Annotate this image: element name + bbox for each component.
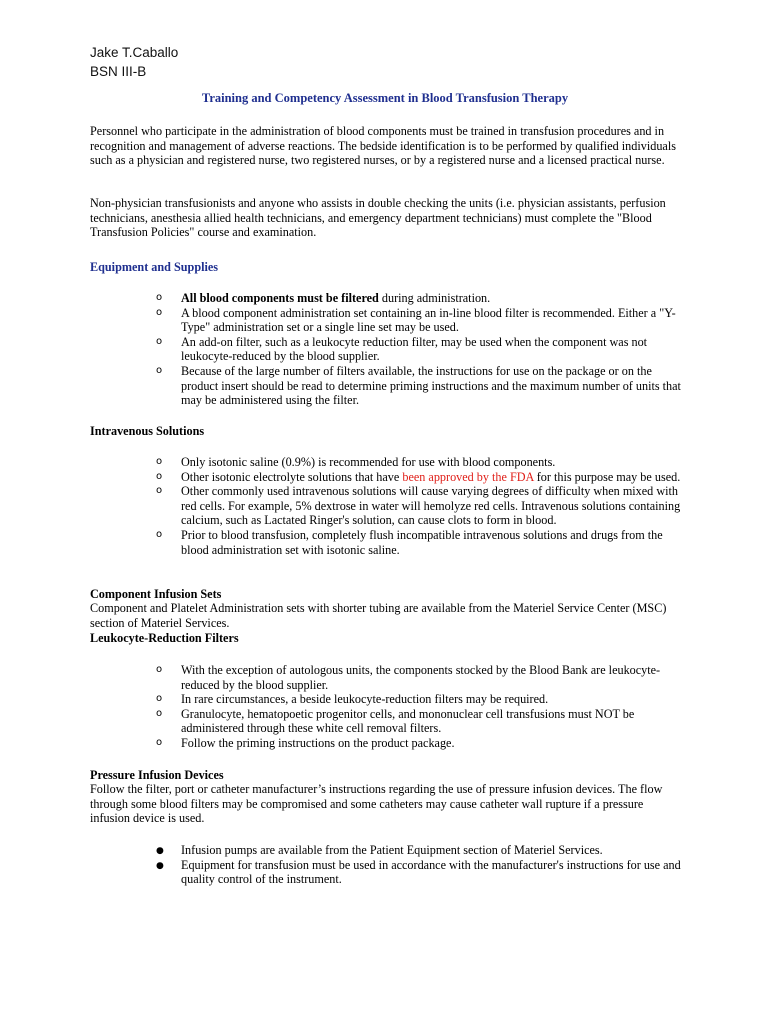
list-item-text: With the exception of autologous units, the components stocked by the Blood Bank are leukocyte-reduced by the blood supplier. <box>181 663 661 692</box>
list-item <box>156 335 686 364</box>
list-item-text: Equipment for transfusion must be used in accordance with the manufacturer's instructions for use and quality control of the instrument. <box>181 857 681 887</box>
component-sets-paragraph: Component and Platelet Administration sets with shorter tubing are available from the Materiel Service Center (MSC) section of Materiel Services. <box>90 601 667 630</box>
circle-bullet-icon: o <box>156 470 163 482</box>
circle-bullet-icon: o <box>156 364 163 376</box>
list-item-text: for this purpose may be used. <box>533 469 681 484</box>
list-item-text: Only isotonic saline (0.9%) is recommended for use with blood components. <box>181 455 556 469</box>
pressure-list <box>156 843 686 887</box>
equipment-heading: Equipment and Supplies <box>90 260 219 274</box>
list-item <box>156 707 686 736</box>
list-item <box>156 364 686 408</box>
class-section: BSN III-B <box>90 64 147 79</box>
circle-bullet-icon: o <box>156 707 163 719</box>
intro-paragraph-1: Personnel who participate in the administration of blood components must be trained in transfusion procedures and in recognition and management of adverse reactions. The bedside identification is to be performed by qualified individuals such as a physician and registered nurse, two registered nurses, or by a registered nurse and a licensed practical nurse. <box>90 124 676 168</box>
list-item-bold-text: All blood components must be filtered <box>181 291 379 305</box>
author-name: Jake T.Caballo <box>90 45 179 60</box>
list-item <box>156 455 686 470</box>
pressure-heading: Pressure Infusion Devices <box>90 768 224 782</box>
list-item-text: Other isotonic electrolyte solutions that have <box>181 469 403 484</box>
list-item <box>156 736 686 751</box>
circle-bullet-icon: o <box>156 456 163 467</box>
list-item-text: Follow the priming instructions on the product package. <box>181 735 455 750</box>
list-item <box>156 470 686 485</box>
leukocyte-heading: Leukocyte-Reduction Filters <box>90 631 239 645</box>
disc-bullet-icon: ● <box>156 846 164 856</box>
list-item-text: A blood component administration set containing an in-line blood filter is recommended. Either a "Y-Type" administration set or a single line set may be used. <box>181 305 676 335</box>
document-title: Training and Competency Assessment in Blood Transfusion Therapy <box>201 91 569 105</box>
list-item-text: An add-on filter, such as a leukocyte reduction filter, may be used when the component was not leukocyte-reduced by the blood supplier. <box>181 334 648 364</box>
list-item-text: Other commonly used intravenous solutions will cause varying degrees of difficulty when mixed with red cells. For example, 5% dextrose in water will hemolyze red cells. Intravenous solutions containing calcium, such as Lactated Ringer's solution, can cause clots to form in blood. <box>181 484 681 528</box>
list-item <box>156 306 686 335</box>
list-item-text: Prior to blood transfusion, completely flush incompatible intravenous solutions and drugs from the blood administration set with isotonic saline. <box>181 527 663 557</box>
list-item-text: Infusion pumps are available from the Patient Equipment section of Materiel Services. <box>181 843 603 857</box>
list-item <box>156 528 686 557</box>
circle-bullet-icon: o <box>156 736 163 748</box>
circle-bullet-icon: o <box>156 485 163 497</box>
circle-bullet-icon: o <box>156 335 163 347</box>
intravenous-list <box>156 455 686 557</box>
list-item <box>156 484 686 528</box>
fda-approval-link[interactable]: been approved by the FDA <box>402 469 534 484</box>
list-item <box>156 663 686 692</box>
circle-bullet-icon: o <box>156 292 163 303</box>
equipment-list <box>156 291 686 408</box>
list-item-text: In rare circumstances, a beside leukocyte-reduction filters may be required. <box>181 692 549 707</box>
list-item <box>156 858 686 887</box>
circle-bullet-icon: o <box>156 693 163 705</box>
intravenous-heading: Intravenous Solutions <box>90 424 205 438</box>
list-item-text: Granulocyte, hematopoetic progenitor cells, and mononuclear cell transfusions must NOT be administered through these white cell removal filters. <box>181 706 635 736</box>
list-item-text: Because of the large number of filters available, the instructions for use on the package or on the product insert should be read to determine priming instructions and the maximum number of units that may be administered using the filter. <box>181 363 681 408</box>
intro-paragraph-2: Non-physician transfusionists and anyone who assists in double checking the units (i.e. physician assistants, perfusion technicians, anesthesia allied health technicians, and emergency department technicians) must complete the "Blood Transfusion Policies" course and examination. <box>90 196 666 240</box>
list-item <box>156 692 686 707</box>
pressure-paragraph: Follow the filter, port or catheter manufacturer’s instructions regarding the use of pressure infusion devices. The flow through some blood filters may be compromised and some catheters may cause catheter wall rupture if a pressure infusion device is used. <box>90 782 663 826</box>
circle-bullet-icon: o <box>156 528 163 540</box>
circle-bullet-icon: o <box>156 306 163 318</box>
component-sets-heading: Component Infusion Sets <box>90 587 222 601</box>
leukocyte-list <box>156 663 686 751</box>
list-item-text: during administration. <box>378 291 491 305</box>
list-item <box>156 843 686 858</box>
circle-bullet-icon: o <box>156 664 163 675</box>
disc-bullet-icon: ● <box>156 860 164 871</box>
list-item <box>156 291 686 306</box>
